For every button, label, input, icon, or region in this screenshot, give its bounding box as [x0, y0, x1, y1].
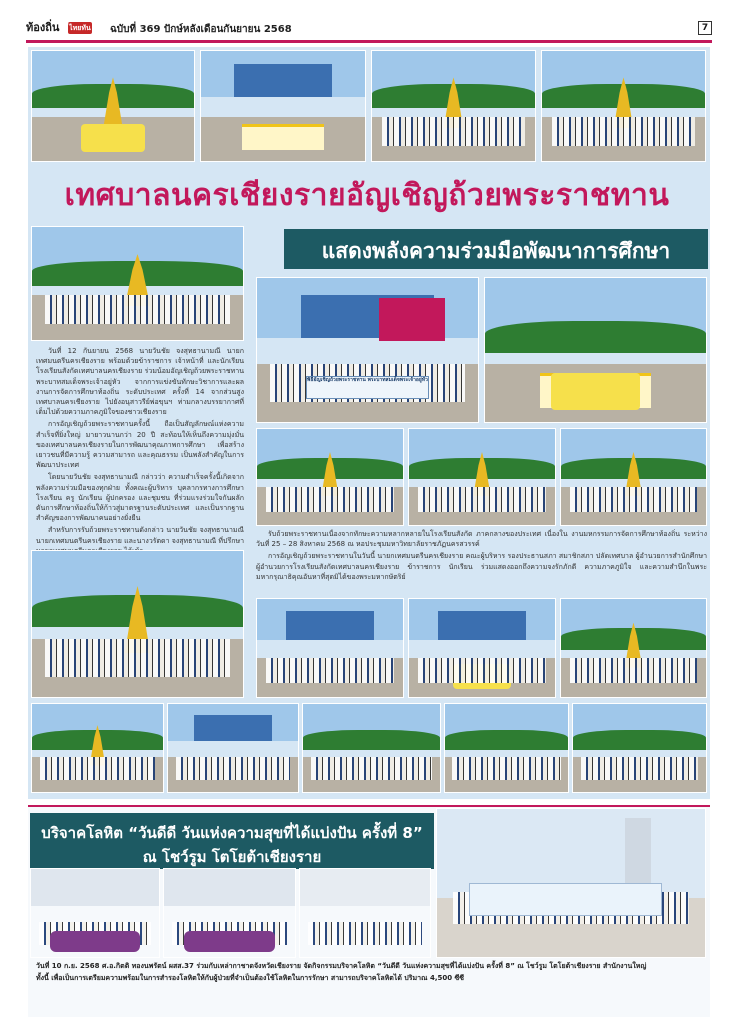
photo-students-4 — [408, 428, 556, 526]
photo-royal-trophy-float — [484, 277, 707, 423]
issue-line: ฉบับที่ 369 ปักษ์หลังเดือนกันยายน 2568 — [110, 24, 292, 35]
photo-cup-shrine — [31, 50, 195, 162]
photo-street-float — [200, 50, 366, 162]
photo-officials-shrine — [31, 550, 244, 698]
photo-row-2 — [167, 703, 299, 793]
page-number: 7 — [698, 21, 712, 35]
photo-procession-1 — [256, 598, 404, 698]
paragraph: วันที่ 12 กันยายน 2568 นายวันชัย จงสุทธานามณี นายกเทศมนตรีนครเชียงราย พร้อมด้วยข้าราชการ เจ้าหน้าที่ และนักเรียนโรงเรียนสังกัดเทศบาลนครเชียงราย ร่วมน้อมอัญเชิญถ้วยพระราชทาน พระบาทสมเด็จพระเจ้าอยู่หัว จากการแข่งขันทักษะวิชาการและผลงานการจัดการศึกษาท้องถิ่น ระดับประเทศ ครั้งที่ 14 จากส่วนสูงเทศบาลนครเชียงราย ไปยังอนุสาวรีย์พ่อขุนฯ ท่ามกลางบรรยากาศที่เต็มไปด้วยความภาคภูมิใจของชาวเชียงราย — [36, 347, 244, 417]
photo-ceremony-banner — [256, 277, 479, 423]
article-body-left — [36, 346, 245, 545]
photo-students-3 — [256, 428, 404, 526]
blood-drive-title-bar — [30, 813, 434, 869]
blood-drive-venue: ณ โชว์รูม โตโยต้าเชียงราย — [142, 848, 322, 866]
ceremony-banner: พิธีอัญเชิญถ้วยพระราชทาน พระบาทสมเด็จพระเจ้าอยู่หัว — [306, 376, 430, 399]
paragraph: การอัญเชิญถ้วยพระราชทานครั้งนี้ ถือเป็นสัญลักษณ์แห่งความสำเร็จที่ยิ่งใหญ่ มายาวนานกว่า 20 ปี สะท้อนให้เห็นถึงความมุ่งมั่นของเทศบาลนครเชียงรายในการพัฒนาคุณภาพการศึกษา เพื่อสร้างเยาวชนที่มีความรู้ ความสามารถ และคุณธรรม เป็นพลังสำคัญในการพัฒนาประเทศ — [36, 420, 244, 470]
article-body-right — [256, 529, 707, 595]
paragraph: โดยนายวันชัย จงสุทธานามณี กล่าวว่า ความสำเร็จครั้งนี้เกิดจากพลังความร่วมมือของทุกฝ่าย ทั้งคณะผู้บริหาร บุคลากรทางการศึกษา โรงเรียน ครู นักเรียน ผู้ปกครอง และชุมชน ที่ร่วมแรงร่วมใจกันผลักดันการศึกษาท้องถิ่นให้ก้าวสู่มาตรฐานระดับประเทศ และเป็นรากฐานสำคัญของการพัฒนาคนอย่างยั่งยืน — [36, 473, 244, 523]
blood-drive-caption — [36, 960, 706, 984]
paragraph: รับถ้วยพระราชทานเนื่องจากทักษะความหลากหลายในโรงเรียนสังกัด ภาคกลางของประเทศ เนื่องใน งานมหกรรมการจัดการศึกษาท้องถิ่น ระหว่างวันที่ 25 – 28 สิงหาคม 2568 ณ หอประชุมมหาวิทยาลัยราชภัฏนครสวรรค์ — [256, 530, 707, 549]
photo-donor-1 — [30, 868, 160, 958]
photo-row-4 — [444, 703, 569, 793]
photo-donor-3 — [299, 868, 431, 958]
header-rule — [26, 40, 712, 43]
photo-students-group-2 — [541, 50, 706, 162]
blood-drive-title: บริจาคโลหิต “วันดีดี วันแห่งความสุขที่ได้แบ่งปัน ครั้งที่ 8” — [41, 824, 423, 842]
paragraph: สำหรับการรับถ้วยพระราชทานดังกล่าว นายวันชัย จงสุทธานามณี นายกเทศมนตรีนครเชียงราย และนางวรัตดา จงสุทธานามณี ที่ปรึกษา — [36, 526, 245, 545]
photo-officials-line — [31, 226, 244, 341]
photo-students-group-1 — [371, 50, 536, 162]
paragraph: การอัญเชิญถ้วยพระราชทานในวันนี้ นายกเทศมนตรีนครเชียงราย คณะผู้บริหาร รองประธานสภา สมาชิกสภา ปลัดเทศบาล ผู้อำนวยการสำนักศึกษา ผู้อำนวยการโรงเรียนสังกัดเทศบาลนครเชียงราย ข้าราชการ นักเรียน ร่วมแสดงออกถึงความจงรักภักดี ความภาคภูมิใจ และความสำนึกในพระมหากรุณาธิคุณอันหาที่สุดมิได้ของพระมหากษัตริย์ — [256, 552, 707, 581]
page-header — [26, 20, 712, 40]
photo-students-5 — [560, 428, 707, 526]
subheadline-bar — [284, 229, 708, 269]
photo-row-1 — [31, 703, 164, 793]
caption-line: วันที่ 10 ก.ย. 2568 ศ.อ.กิตติ ทองนพรัตน์ ผสส.37 ร่วมกับเหล่ากาชาดจังหวัดเชียงราย จัดกิจกรรมบริจาคโลหิต “วันดีดี วันแห่งความสุขที่ได้แบ่งปัน ครั้งที่ 8” ณ โชว์รูม โตโยต้าเชียงราย สำนักงานใหญ่ — [36, 962, 647, 970]
headline: เทศบาลนครเชียงรายอัญเชิญถ้วยพระราชทาน — [64, 178, 670, 213]
photo-toyota-group — [436, 808, 706, 958]
newspaper-logo: ท้องถิ่น — [26, 21, 60, 34]
photo-row-5 — [572, 703, 707, 793]
photo-row-3 — [302, 703, 441, 793]
photo-donor-2 — [163, 868, 296, 958]
caption-line: ทั้งนี้ เพื่อเป็นการเตรียมความพร้อมในการสำรองโลหิตให้กับผู้ป่วยที่จำเป็นต้องใช้โลหิตในการรักษา สามารถบริจาคโลหิตได้ ปริมาณ 4,500 ซีซี — [36, 974, 465, 982]
photo-procession-2 — [408, 598, 556, 698]
subheadline: แสดงพลังความร่วมมือพัฒนาการศึกษา — [321, 239, 671, 263]
photo-dancers — [560, 598, 707, 698]
logo-badge: ไทยทัน — [69, 24, 91, 32]
